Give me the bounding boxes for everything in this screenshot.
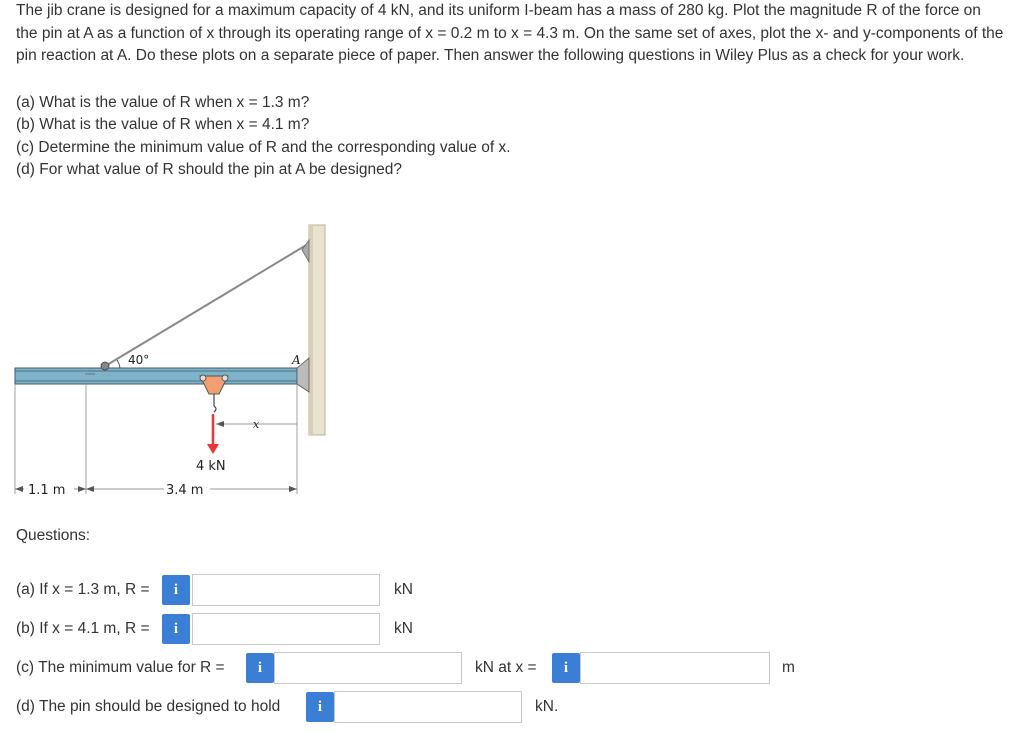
answer-d-unit: kN. (535, 698, 559, 715)
answer-b-unit: kN (394, 620, 413, 637)
answer-d-label: (d) The pin should be designed to hold (16, 698, 281, 715)
info-icon[interactable]: i (306, 692, 334, 722)
answer-c-unit-1: kN at x = (475, 659, 537, 676)
answer-c-label: (c) The minimum value for R = (16, 659, 225, 676)
info-icon[interactable]: i (162, 614, 190, 644)
answer-c-input-r[interactable] (274, 652, 462, 684)
answer-b-label: (b) If x = 4.1 m, R = (16, 620, 150, 637)
question-c-text: (c) Determine the minimum value of R and the corresponding value of x. (16, 138, 511, 156)
answer-a-input[interactable] (192, 574, 380, 606)
answer-d-input[interactable] (334, 691, 522, 723)
load-label: 4 kN (196, 459, 226, 474)
info-icon[interactable]: i (552, 653, 580, 683)
info-icon[interactable]: i (246, 653, 274, 683)
pin-a-label: A (292, 353, 301, 367)
problem-statement (16, 0, 1006, 182)
i-beam (15, 368, 297, 384)
question-d-text: (d) For what value of R should the pin at A be designed? (16, 161, 403, 178)
angle-label: 40° (128, 353, 150, 367)
answer-a-unit: kN (394, 581, 413, 598)
question-a-text: (a) What is the value of R when x = 1.3 m? (16, 93, 310, 111)
info-icon[interactable]: i (162, 575, 190, 605)
jib-crane-diagram (10, 222, 330, 512)
answer-c-unit-2: m (782, 659, 795, 676)
answer-b-input[interactable] (192, 613, 380, 645)
questions-heading: Questions: (16, 527, 91, 544)
problem-intro: The jib crane is designed for a maximum capacity of 4 kN, and its uniform I-beam has a mass of 280 kg. Plot the magnitude R of the force on the pin at A as a function of x through its operating range of x = 0.2 m to x = 4.3 m. On the same set of axes, plot the x- and y-components of the pin reaction at A. Do these plots on a separate piece of paper. Then answer the following questions in Wiley Plus as a check for your work. (16, 2, 1004, 64)
dimension-2-label: 3.4 m (166, 483, 204, 498)
question-b-text: (b) What is the value of R when x = 4.1 m? (16, 116, 310, 133)
problem-questions (16, 92, 1006, 182)
answer-a-label: (a) If x = 1.3 m, R = (16, 581, 150, 598)
answer-c-input-x[interactable] (580, 652, 770, 684)
x-label: x (253, 418, 260, 431)
dimension-1-label: 1.1 m (28, 483, 66, 498)
tie-rod (102, 244, 308, 368)
